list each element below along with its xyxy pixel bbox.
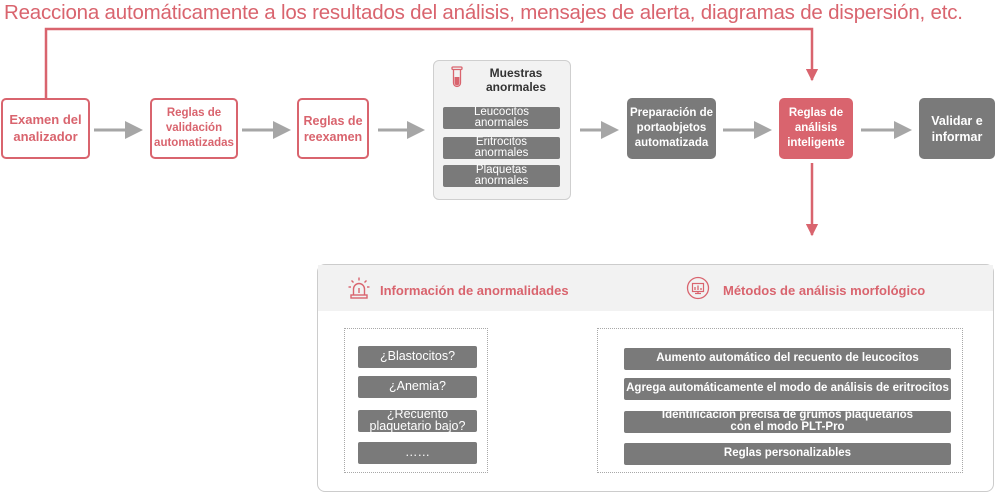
method-plt-pro: Identificación precisa de grumos plaquetarios con el modo PLT-Pro <box>624 411 951 433</box>
analyzer-exam-box: Examen del analizador <box>1 98 90 159</box>
question-blastocytes: ¿Blastocitos? <box>358 346 477 368</box>
smart-analysis-rules-box: Reglas de análisis inteligente <box>779 98 853 159</box>
headline: Reacciona automáticamente a los resultados del análisis, mensajes de alerta, diagramas de dispersión, etc. <box>4 1 963 24</box>
reexam-rules-box: Reglas de reexamen <box>297 98 369 159</box>
method-custom-rules: Reglas personalizables <box>624 443 951 465</box>
abnormality-info-label: Información de anormalidades <box>380 283 569 298</box>
alarm-light-icon <box>347 276 371 300</box>
question-anemia: ¿Anemia? <box>358 376 477 398</box>
method-rbc-mode: Agrega automáticamente el modo de análisis de eritrocitos <box>624 378 951 400</box>
abnormal-samples-title: Muestras anormales <box>485 66 547 95</box>
slide-prep-box: Preparación de portaobjetos automatizada <box>627 98 716 159</box>
monitor-chart-icon <box>686 276 710 300</box>
validate-report-box: Validar e informar <box>919 98 995 159</box>
abnormal-sample-item: Eritrocitos anormales <box>443 137 560 159</box>
auto-validation-rules-box: Reglas de validación automatizadas <box>150 98 238 159</box>
method-wbc-count: Aumento automático del recuento de leucocitos <box>624 348 951 370</box>
test-tube-icon <box>451 66 463 88</box>
abnormal-sample-item: Leucocitos anormales <box>443 107 560 129</box>
abnormal-sample-item: Plaquetas anormales <box>443 165 560 187</box>
question-more: …… <box>358 442 477 464</box>
feedback-line <box>46 29 812 98</box>
morphology-methods-label: Métodos de análisis morfológico <box>723 283 926 298</box>
question-low-platelets: ¿Recuento plaquetario bajo? <box>358 410 477 432</box>
